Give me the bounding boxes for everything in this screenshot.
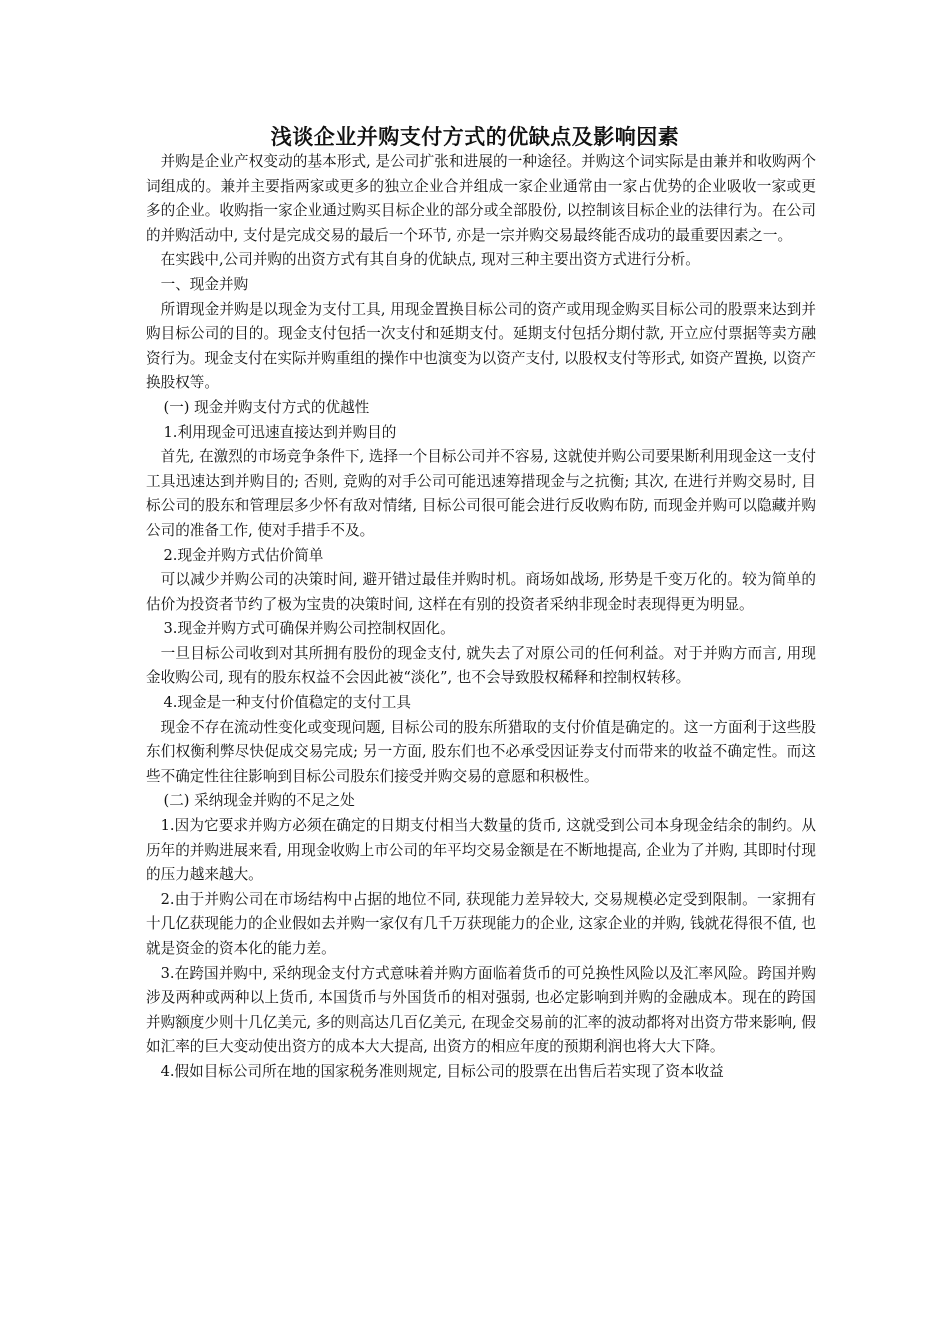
item-heading: 1.利用现金可迅速直接达到并购目的 xyxy=(163,423,397,441)
paragraph: 在实践中,公司并购的出资方式有其自身的优缺点, 现对三种主要出资方式进行分析。 xyxy=(160,251,700,269)
section-heading: 一、现金并购 xyxy=(160,275,249,293)
paragraph: 可以减少并购公司的决策时间, 避开错过最佳并购时机。商场如战场, 形势是千变万化的。较为简单的估价为投资者节约了极为宝贵的决策时间, 这样在有别的投资者采纳非现金时表现得更为明显。 xyxy=(146,571,816,613)
paragraph: 并购是企业产权变动的基本形式, 是公司扩张和进展的一种途径。并购这个词实际是由兼并和收购两个词组成的。兼并主要指两家或更多的独立企业合并组成一家企业通常由一家占优势的企业吸收一家或更多的企业。收购指一家企业通过购买目标企业的部分或全部股份, 以控制该目标企业的法律行为。在公司的并购活动中, 支付是完成交易的最后一个环节, 亦是一宗并购交易最终能否成功的最重要因素之一。 xyxy=(146,153,816,244)
paragraph: 4.假如目标公司所在地的国家税务准则规定, 目标公司的股票在出售后若实现了资本收益 xyxy=(160,1062,724,1080)
paragraph: 1.因为它要求并购方必须在确定的日期支付相当大数量的货币, 这就受到公司本身现金结余的制约。从历年的并购进展来看, 用现金收购上市公司的年平均交易金额是在不断地提高, 企业为了并购, 其即时付现的压力越来越大。 xyxy=(146,817,816,884)
subsection-heading: (一) 现金并购支付方式的优越性 xyxy=(163,398,370,416)
subsection-heading: (二) 采纳现金并购的不足之处 xyxy=(163,792,355,810)
paragraph: 首先, 在激烈的市场竞争条件下, 选择一个目标公司并不容易, 这就使并购公司要果断利用现金这一支付工具迅速达到并购目的; 否则, 竞购的对手公司可能迅速筹措现金与之抗衡; 其次, 在进行并购交易时, 目标公司的股东和管理层多少怀有敌对情绪, 目标公司很可能会进行反收购布防, 而现金并购可以隐藏并购公司的准备工作, 使对手措手不及。 xyxy=(146,448,816,539)
item-heading: 4.现金是一种支付价值稳定的支付工具 xyxy=(163,694,411,712)
paragraph: 现金不存在流动性变化或变现问题, 目标公司的股东所猎取的支付价值是确定的。这一方面利于这些股东们权衡利弊尽快促成交易完成; 另一方面, 股东们也不必承受因证券支付而带来的收益不确定性。而这些不确定性往往影响到目标公司股东们接受并购交易的意愿和积极性。 xyxy=(146,718,816,785)
item-heading: 3.现金并购方式可确保并购公司控制权固化。 xyxy=(163,620,455,638)
document-body xyxy=(146,150,816,1085)
item-heading: 2.现金并购方式估价简单 xyxy=(163,546,324,564)
paragraph: 一旦目标公司收到对其所拥有股份的现金支付, 就失去了对原公司的任何利益。对于并购方而言, 用现金收购公司, 现有的股东权益不会因此被“淡化”, 也不会导致股权稀释和控制权转移。 xyxy=(146,644,816,687)
document-title: 浅谈企业并购支付方式的优缺点及影响因素 xyxy=(270,124,680,149)
paragraph: 3.在跨国并购中, 采纳现金支付方式意味着并购方面临着货币的可兑换性风险以及汇率风险。跨国并购涉及两种或两种以上货币, 本国货币与外国货币的相对强弱, 也必定影响到并购的金融成本。现在的跨国并购额度少则十几亿美元, 多的则高达几百亿美元, 在现金交易前的汇率的波动都将对出资方带来影响, 假如汇率的巨大变动使出资方的成本大大提高, 出资方的相应年度的预期利润也将大大下降。 xyxy=(146,964,816,1056)
paragraph: 所谓现金并购是以现金为支付工具, 用现金置换目标公司的资产或用现金购买目标公司的股票来达到并购目标公司的目的。现金支付包括一次支付和延期支付。延期支付包括分期付款, 开立应付票据等卖方融资行为。现金支付在实际并购重组的操作中也演变为以资产支付, 以股权支付等形式, 如资产置换, 以资产换股权等。 xyxy=(146,300,816,392)
paragraph: 2.由于并购公司在市场结构中占据的地位不同, 获现能力差异较大, 交易规模必定受到限制。一家拥有十几亿获现能力的企业假如去并购一家仅有几千万获现能力的企业, 这家企业的并购, 钱就花得很不值, 也就是资金的资本化的能力差。 xyxy=(146,890,816,957)
